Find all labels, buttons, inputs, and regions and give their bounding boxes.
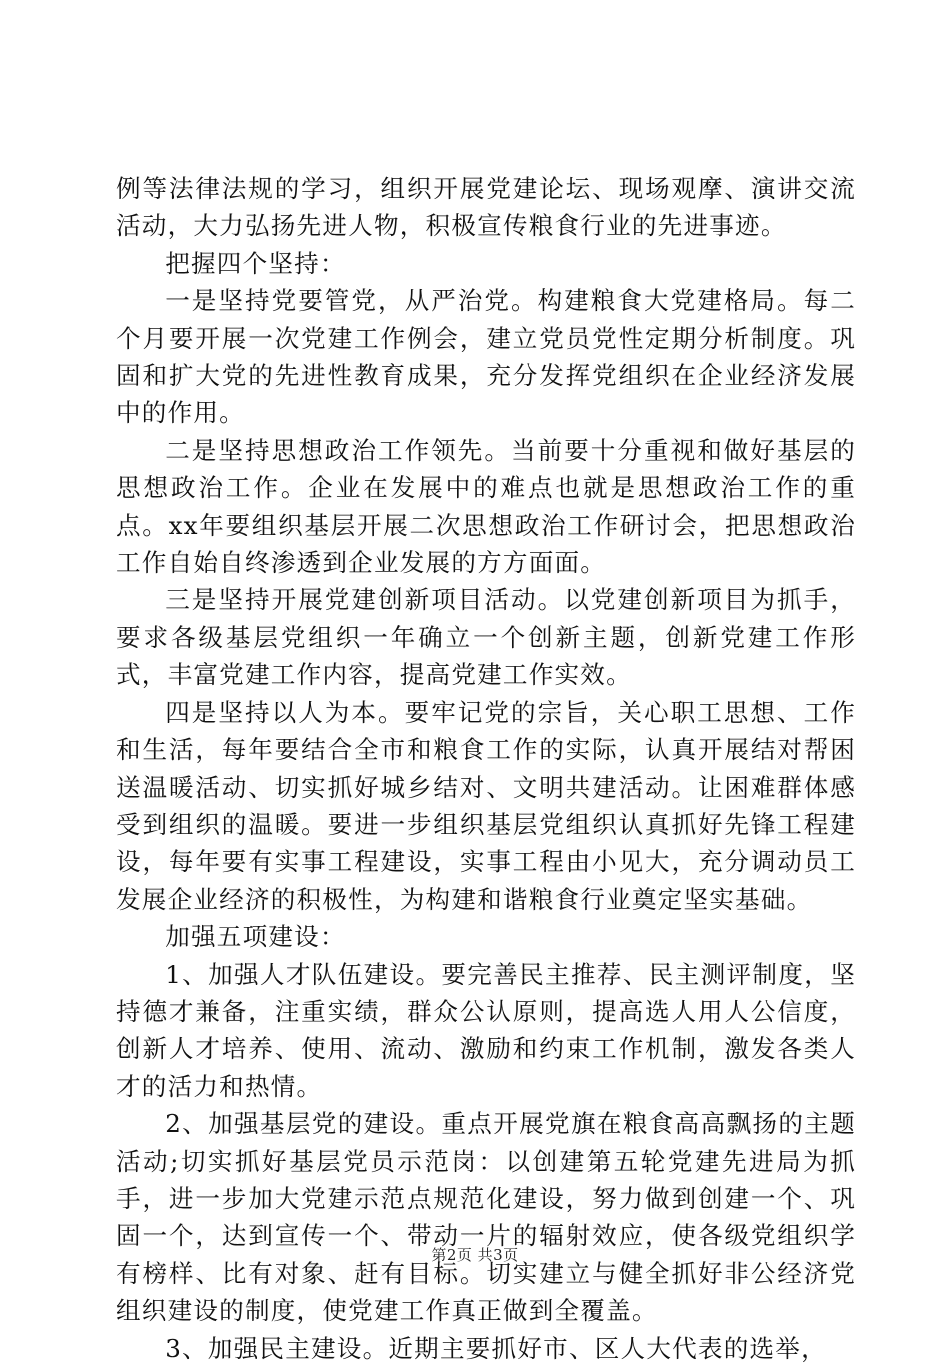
section-heading: 把握四个坚持： [165,248,346,278]
paragraph: 例等法律法规的学习，组织开展党建论坛、现场观摩、演讲交流活动，大力弘扬先进人物，积极宣传粮食行业的先进事迹。 [116,174,856,241]
paragraph: 四是坚持以人为本。要牢记党的宗旨，关心职工思想、工作和生活，每年要结合全市和粮食工作的实际，认真开展结对帮困送温暖活动、切实抓好城乡结对、文明共建活动。让困难群体感受到组织的温暖。要进一步组织基层党组织认真抓好先锋工程建设，每年要有实事工程建设，实事工程由小见大，充分调动员工发展企业经济的积极性，为构建和谐粮食行业奠定坚实基础。 [116,697,856,914]
paragraph: 三是坚持开展党建创新项目活动。以党建创新项目为抓手，要求各级基层党组织一年确立一个创新主题，创新党建工作形式，丰富党建工作内容，提高党建工作实效。 [116,585,856,690]
paragraph: 一是坚持党要管党，从严治党。构建粮食大党建格局。每二个月要开展一次党建工作例会，建立党员党性定期分析制度。巩固和扩大党的先进性教育成果，充分发挥党组织在企业经济发展中的作用。 [116,286,856,428]
page-footer: 第2页 共3页 [431,1246,519,1264]
paragraph: 二是坚持思想政治工作领先。当前要十分重视和做好基层的思想政治工作。企业在发展中的难点也就是思想政治工作的重点。xx年要组织基层开展二次思想政治工作研讨会，把思想政治工作自始自终渗透到企业发展的方方面面。 [116,435,856,578]
body-text [116,170,856,1367]
section-heading: 加强五项建设： [165,922,346,952]
paragraph: 1、加强人才队伍建设。要完善民主推荐、民主测评制度，坚持德才兼备，注重实绩，群众公认原则，提高选人用人公信度，创新人才培养、使用、流动、激励和约束工作机制，激发各类人才的活力和热情。 [116,959,856,1101]
paragraph: 3、加强民主建设。近期主要抓好市、区人大代表的选举， [165,1333,827,1363]
paragraph: 2、加强基层党的建设。重点开展党旗在粮食高高飘扬的主题活动;切实抓好基层党员示范岗：以创建第五轮党建先进局为抓手，进一步加大党建示范点规范化建设，努力做到创建一个、巩固一个，达到宣传一个、带动一片的辐射效应，使各级党组织学有榜样、比有对象、赶有目标。切实建立与健全抓好非公经济党组织建设的制度，使党建工作真正做到全覆盖。 [116,1109,856,1326]
